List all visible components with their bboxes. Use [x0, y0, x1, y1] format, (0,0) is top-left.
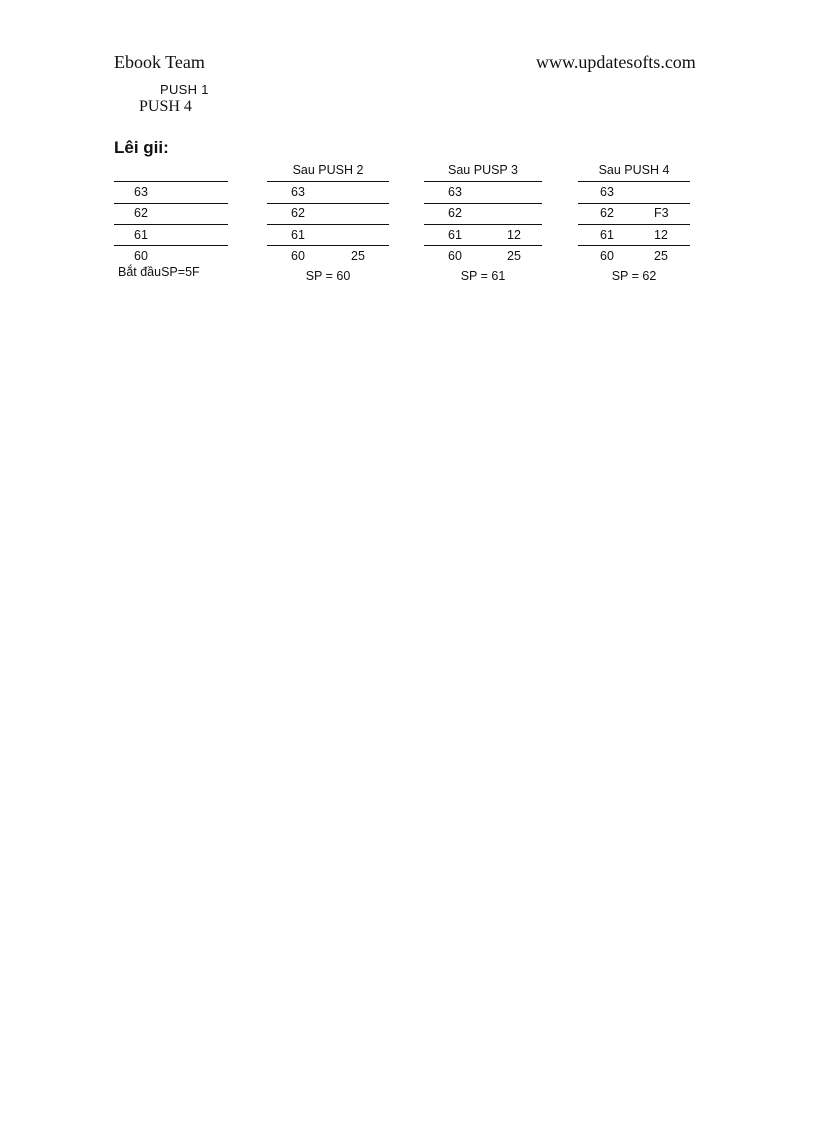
stack-address: 62 [134, 206, 148, 220]
solution-heading: Lêi gii: [114, 138, 169, 157]
stack-diagram-push-2 [267, 163, 389, 288]
stack-footer: SP = 60 [305, 269, 351, 283]
stack-address: 62 [600, 206, 614, 220]
stack-title: Sau PUSH 2 [292, 163, 364, 177]
stack-title: Sau PUSP 3 [448, 163, 518, 177]
stack-divider [424, 224, 542, 225]
stack-address: 63 [134, 185, 148, 199]
stack-divider [424, 203, 542, 204]
intro-line-1: PUSH 1 [160, 82, 209, 97]
stack-value: 12 [507, 228, 521, 242]
stack-divider [114, 245, 228, 246]
stack-divider [424, 245, 542, 246]
stack-address: 60 [600, 249, 614, 263]
stack-divider [267, 203, 389, 204]
stack-divider [267, 224, 389, 225]
intro-line-2: PUSH 4 [139, 98, 192, 115]
stack-diagram-initial [114, 163, 228, 288]
stack-divider [578, 224, 690, 225]
header-right: www.updatesofts.com [536, 52, 696, 72]
stack-address: 61 [600, 228, 614, 242]
stack-address: 63 [600, 185, 614, 199]
stack-divider [114, 181, 228, 182]
stack-divider [424, 181, 542, 182]
stack-value: 25 [654, 249, 668, 263]
stack-value: 25 [507, 249, 521, 263]
stack-address: 60 [134, 249, 148, 263]
stack-title: Sau PUSH 4 [598, 163, 670, 177]
stack-footer: SP = 61 [460, 269, 506, 283]
stack-diagram-push-4 [578, 163, 690, 288]
stack-divider [114, 224, 228, 225]
stack-value: F3 [654, 206, 669, 220]
stack-diagram-push-3 [424, 163, 542, 288]
stack-address: 61 [448, 228, 462, 242]
stack-divider [114, 203, 228, 204]
stack-divider [578, 245, 690, 246]
stack-address: 60 [291, 249, 305, 263]
header-left: Ebook Team [114, 52, 205, 72]
stack-divider [267, 245, 389, 246]
stack-value: 12 [654, 228, 668, 242]
stack-address: 63 [448, 185, 462, 199]
stack-address: 61 [134, 228, 148, 242]
stack-address: 61 [291, 228, 305, 242]
stack-divider [578, 181, 690, 182]
stack-footer: SP = 62 [611, 269, 657, 283]
stack-address: 63 [291, 185, 305, 199]
stack-divider [267, 181, 389, 182]
stack-divider [578, 203, 690, 204]
stack-address: 62 [291, 206, 305, 220]
stack-address: 62 [448, 206, 462, 220]
stack-address: 60 [448, 249, 462, 263]
stack-value: 25 [351, 249, 365, 263]
stack-footer: Bắt đầuSP=5F [118, 265, 200, 279]
